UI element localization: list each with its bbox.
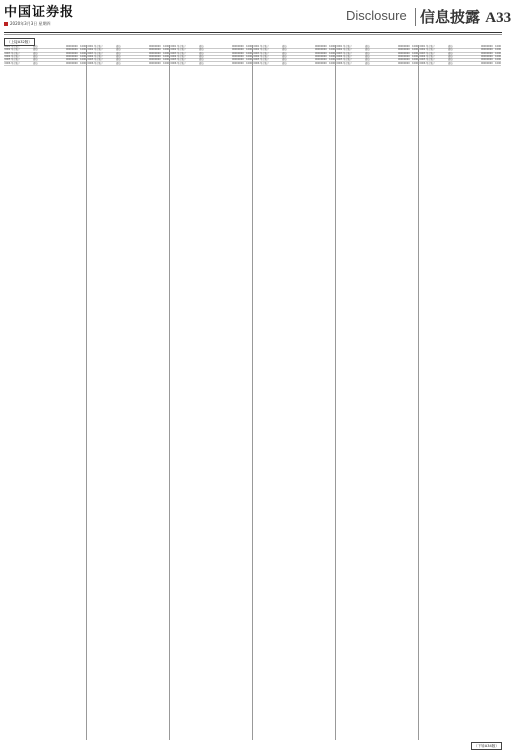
table-cell-code: 0003: [253, 51, 260, 55]
table-column: [170, 45, 252, 740]
table-cell-name: 基金账户: [94, 48, 104, 52]
table-cell-desc: 渤海: [199, 58, 204, 62]
column-separator: [335, 45, 336, 740]
table-cell-code: 0001: [253, 45, 260, 48]
table-cell-code: 0004: [253, 54, 260, 58]
table-cell-code: 0006: [4, 61, 11, 65]
table-cell-amt: 1000: [80, 54, 86, 58]
table-cell-amt: 1000: [163, 58, 169, 62]
table-cell-name: 基金账户: [11, 45, 21, 48]
table-cell-code: 0004: [4, 54, 11, 58]
table-cell-desc: 渤海: [365, 45, 370, 48]
table-cell-desc: 渤海: [33, 51, 38, 55]
column-separator: [418, 45, 419, 740]
table-cell-desc: 渤海: [448, 48, 453, 52]
table-row: [170, 62, 252, 66]
table-cell-name: 基金账户: [94, 58, 104, 62]
table-cell-desc: 渤海: [33, 58, 38, 62]
table-cell-amt: 1000: [495, 54, 501, 58]
table-cell-desc: 渤海: [199, 51, 204, 55]
table-cell-amt: 1000: [412, 61, 418, 65]
table-cell-code: 0002: [253, 48, 260, 52]
table-cell-amt: 1000: [246, 45, 252, 48]
table-row: [253, 62, 335, 66]
table-cell-name: 基金账户: [426, 58, 436, 62]
table-cell-name: 基金账户: [343, 45, 353, 48]
table-cell-amt: 1000: [329, 48, 335, 52]
table-cell-num: 00000000: [66, 58, 78, 62]
table-cell-name: 基金账户: [426, 51, 436, 55]
table-cell-code: 0002: [170, 48, 177, 52]
table-cell-num: 00000000: [398, 51, 410, 55]
newspaper-logo: 中国证券报: [4, 5, 75, 20]
table-column: [4, 45, 86, 740]
table-cell-num: 00000000: [232, 58, 244, 62]
table-cell-name: 基金账户: [343, 61, 353, 65]
table-row: [4, 62, 86, 66]
table-cell-amt: 1000: [163, 45, 169, 48]
table-cell-amt: 1000: [329, 58, 335, 62]
table-cell-num: 00000000: [149, 48, 161, 52]
table-cell-name: 基金账户: [11, 51, 21, 55]
table-cell-amt: 1000: [329, 51, 335, 55]
table-cell-code: 0002: [4, 48, 11, 52]
table-cell-num: 00000000: [149, 61, 161, 65]
date-marker-icon: [4, 22, 8, 26]
column-separator: [252, 45, 253, 740]
table-cell-num: 00000000: [481, 51, 493, 55]
table-cell-name: 基金账户: [260, 48, 270, 52]
table-cell-code: 0001: [419, 45, 426, 48]
table-cell-num: 00000000: [66, 48, 78, 52]
header-rule-thin: [4, 34, 502, 35]
table-cell-code: 0005: [4, 58, 11, 62]
table-cell-amt: 1000: [246, 54, 252, 58]
table-cell-amt: 1000: [80, 61, 86, 65]
table-column: [419, 45, 501, 740]
table-cell-desc: 渤海: [282, 54, 287, 58]
table-cell-code: 0006: [253, 61, 260, 65]
table-cell-code: 0004: [87, 54, 94, 58]
column-separator: [169, 45, 170, 740]
section-divider: [415, 8, 416, 26]
table-cell-num: 00000000: [149, 54, 161, 58]
table-cell-num: 00000000: [232, 45, 244, 48]
table-cell-code: 0006: [170, 61, 177, 65]
table-cell-code: 0003: [4, 51, 11, 55]
table-cell-name: 基金账户: [260, 61, 270, 65]
table-cell-code: 0002: [87, 48, 94, 52]
table-column: [253, 45, 335, 740]
table-cell-num: 00000000: [149, 51, 161, 55]
table-cell-desc: 渤海: [448, 61, 453, 65]
table-cell-name: 基金账户: [94, 61, 104, 65]
table-cell-desc: 渤海: [199, 61, 204, 65]
table-cell-code: 0003: [419, 51, 426, 55]
table-cell-desc: 渤海: [116, 51, 121, 55]
table-cell-code: 0004: [419, 54, 426, 58]
table-cell-num: 00000000: [149, 45, 161, 48]
table-cell-amt: 1000: [80, 51, 86, 55]
table-cell-name: 基金账户: [177, 48, 187, 52]
table-cell-code: 0004: [170, 54, 177, 58]
table-cell-desc: 渤海: [365, 58, 370, 62]
table-cell-amt: 1000: [495, 51, 501, 55]
table-cell-desc: 渤海: [116, 54, 121, 58]
table-cell-num: 00000000: [232, 51, 244, 55]
table-cell-num: 00000000: [315, 61, 327, 65]
table-cell-num: 00000000: [232, 61, 244, 65]
table-cell-desc: 渤海: [116, 48, 121, 52]
table-cell-amt: 1000: [495, 48, 501, 52]
table-cell-name: 基金账户: [94, 51, 104, 55]
table-cell-code: 0001: [336, 45, 343, 48]
table-cell-amt: 1000: [246, 48, 252, 52]
table-cell-amt: 1000: [329, 61, 335, 65]
table-cell-desc: 渤海: [199, 45, 204, 48]
table-cell-amt: 1000: [163, 51, 169, 55]
table-cell-amt: 1000: [412, 51, 418, 55]
table-cell-amt: 1000: [80, 58, 86, 62]
table-cell-code: 0005: [419, 58, 426, 62]
table-cell-num: 00000000: [66, 61, 78, 65]
continued-from-notice: （上接A32版）: [4, 38, 35, 46]
table-cell-num: 00000000: [66, 45, 78, 48]
table-cell-code: 0003: [87, 51, 94, 55]
table-cell-name: 基金账户: [177, 61, 187, 65]
table-cell-amt: 1000: [495, 61, 501, 65]
table-cell-desc: 渤海: [33, 54, 38, 58]
table-cell-code: 0006: [419, 61, 426, 65]
table-cell-desc: 渤海: [116, 45, 121, 48]
table-cell-code: 0002: [336, 48, 343, 52]
section-title-chinese: [420, 6, 511, 27]
table-cell-name: 基金账户: [426, 48, 436, 52]
table-cell-num: 00000000: [398, 58, 410, 62]
table-cell-desc: 渤海: [116, 61, 121, 65]
table-cell-desc: 渤海: [365, 54, 370, 58]
table-cell-num: 00000000: [66, 51, 78, 55]
table-cell-code: 0005: [253, 58, 260, 62]
table-cell-desc: 渤海: [199, 54, 204, 58]
table-cell-amt: 1000: [80, 45, 86, 48]
issue-date-text: 2020年3月3日 星期四: [10, 21, 51, 26]
table-cell-num: 00000000: [481, 48, 493, 52]
table-cell-code: 0001: [87, 45, 94, 48]
table-cell-amt: 1000: [329, 54, 335, 58]
table-cell-amt: 1000: [163, 48, 169, 52]
table-cell-num: 00000000: [481, 45, 493, 48]
table-cell-desc: 渤海: [448, 51, 453, 55]
table-cell-amt: 1000: [246, 61, 252, 65]
table-cell-name: 基金账户: [94, 45, 104, 48]
table-cell-amt: 1000: [495, 45, 501, 48]
table-cell-desc: 渤海: [448, 54, 453, 58]
table-cell-code: 0002: [419, 48, 426, 52]
table-cell-desc: 渤海: [448, 58, 453, 62]
table-cell-amt: 1000: [495, 58, 501, 62]
table-cell-desc: 渤海: [33, 61, 38, 65]
table-cell-amt: 1000: [246, 58, 252, 62]
table-cell-amt: 1000: [246, 51, 252, 55]
table-cell-code: 0001: [4, 45, 11, 48]
table-cell-desc: 渤海: [282, 48, 287, 52]
table-cell-num: 00000000: [481, 54, 493, 58]
table-cell-desc: 渤海: [33, 48, 38, 52]
table-cell-name: 基金账户: [426, 54, 436, 58]
table-cell-name: 基金账户: [426, 45, 436, 48]
table-cell-desc: 渤海: [282, 61, 287, 65]
table-cell-name: 基金账户: [343, 54, 353, 58]
table-cell-name: 基金账户: [260, 45, 270, 48]
table-cell-code: 0005: [336, 58, 343, 62]
table-cell-name: 基金账户: [260, 58, 270, 62]
table-cell-desc: 渤海: [365, 61, 370, 65]
table-cell-num: 00000000: [481, 58, 493, 62]
column-separator: [86, 45, 87, 740]
table-cell-desc: 渤海: [282, 45, 287, 48]
table-cell-num: 00000000: [398, 54, 410, 58]
table-cell-name: 基金账户: [11, 61, 21, 65]
table-cell-num: 00000000: [398, 48, 410, 52]
table-cell-name: 基金账户: [177, 51, 187, 55]
table-cell-name: 基金账户: [426, 61, 436, 65]
table-cell-name: 基金账户: [343, 48, 353, 52]
table-cell-code: 0003: [336, 51, 343, 55]
table-cell-desc: 渤海: [116, 58, 121, 62]
table-cell-name: 基金账户: [94, 54, 104, 58]
table-cell-name: 基金账户: [11, 54, 21, 58]
table-cell-desc: 渤海: [365, 48, 370, 52]
table-cell-code: 0005: [170, 58, 177, 62]
table-cell-code: 0005: [87, 58, 94, 62]
table-row: [87, 62, 169, 66]
table-cell-code: 0004: [336, 54, 343, 58]
table-cell-amt: 1000: [329, 45, 335, 48]
table-cell-num: 00000000: [315, 48, 327, 52]
table-cell-num: 00000000: [232, 54, 244, 58]
table-cell-name: 基金账户: [177, 45, 187, 48]
header-rule: [4, 32, 502, 33]
table-cell-code: 0003: [170, 51, 177, 55]
table-cell-name: 基金账户: [177, 58, 187, 62]
table-column: [87, 45, 169, 740]
table-cell-desc: 渤海: [33, 45, 38, 48]
disclosure-table: [4, 45, 502, 740]
table-cell-name: 基金账户: [343, 58, 353, 62]
table-cell-num: 00000000: [481, 61, 493, 65]
table-cell-name: 基金账户: [177, 54, 187, 58]
table-cell-name: 基金账户: [343, 51, 353, 55]
table-cell-name: 基金账户: [11, 48, 21, 52]
table-cell-num: 00000000: [232, 48, 244, 52]
table-row: [419, 62, 501, 66]
table-cell-amt: 1000: [80, 48, 86, 52]
table-cell-desc: 渤海: [365, 51, 370, 55]
table-cell-amt: 1000: [412, 58, 418, 62]
table-cell-num: 00000000: [315, 45, 327, 48]
section-title-english: Disclosure: [346, 8, 407, 23]
table-cell-amt: 1000: [163, 61, 169, 65]
table-cell-desc: 渤海: [282, 58, 287, 62]
table-cell-name: 基金账户: [260, 51, 270, 55]
table-cell-code: 0001: [170, 45, 177, 48]
table-row: [336, 62, 418, 66]
table-cell-name: 基金账户: [260, 54, 270, 58]
table-cell-amt: 1000: [412, 54, 418, 58]
section-title-chinese-text: 信息披露: [420, 8, 481, 26]
table-cell-name: 基金账户: [11, 58, 21, 62]
table-column: [336, 45, 418, 740]
table-cell-num: 00000000: [66, 54, 78, 58]
table-cell-code: 0006: [336, 61, 343, 65]
table-cell-desc: 渤海: [199, 48, 204, 52]
table-cell-desc: 渤海: [282, 51, 287, 55]
table-cell-desc: 渤海: [448, 45, 453, 48]
table-cell-num: 00000000: [398, 61, 410, 65]
table-cell-code: 0006: [87, 61, 94, 65]
table-cell-amt: 1000: [412, 48, 418, 52]
table-cell-num: 00000000: [398, 45, 410, 48]
continued-to-notice: （下转A34版）: [471, 742, 502, 750]
issue-date: [4, 21, 51, 27]
table-cell-num: 00000000: [149, 58, 161, 62]
table-cell-num: 00000000: [315, 58, 327, 62]
table-cell-amt: 1000: [412, 45, 418, 48]
page-number: A33: [485, 10, 511, 26]
table-cell-amt: 1000: [163, 54, 169, 58]
table-cell-num: 00000000: [315, 51, 327, 55]
table-cell-num: 00000000: [315, 54, 327, 58]
